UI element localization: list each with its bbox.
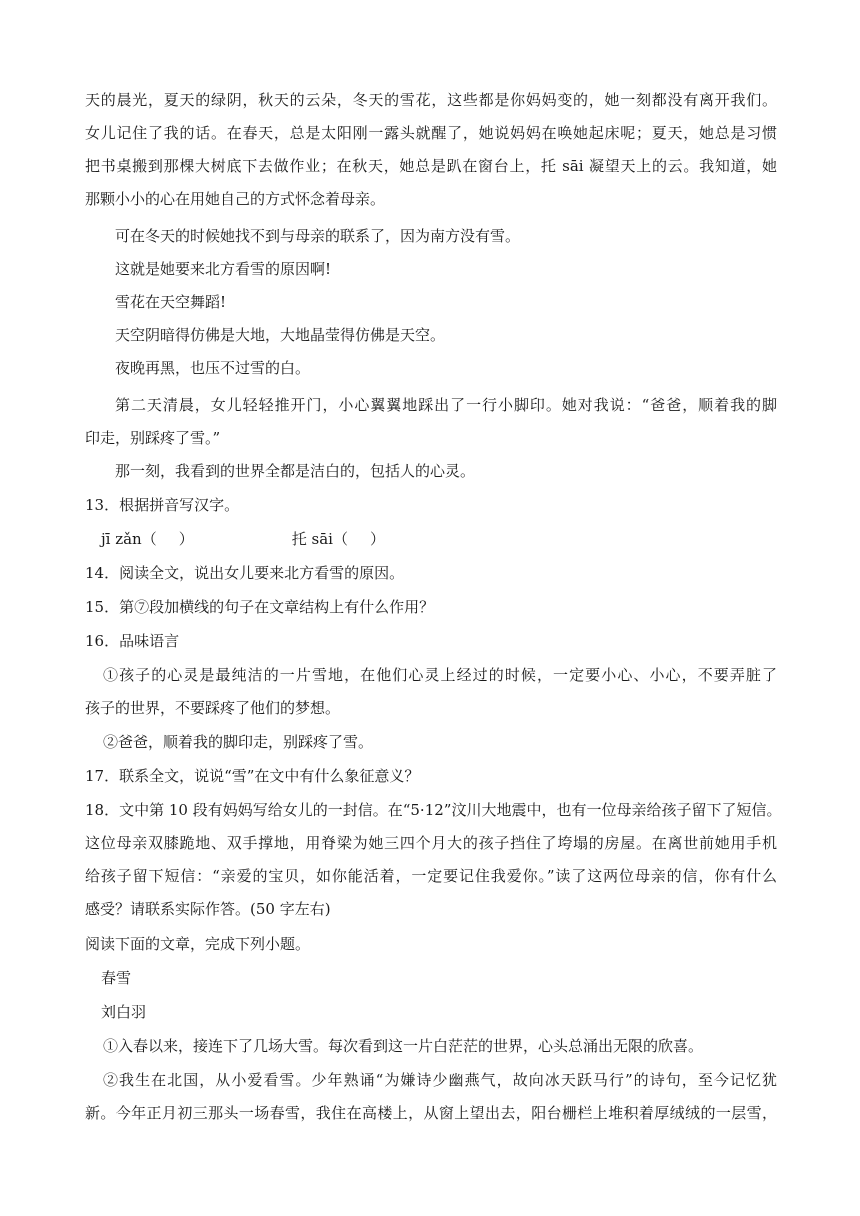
q13-item1-prefix: jī zǎn（	[101, 530, 157, 548]
question-14: 14．阅读全文，说出女儿要来北方看雪的原因。	[85, 564, 405, 582]
q13-item2-suffix: ）	[369, 530, 385, 548]
question-13: 13．根据拼音写汉字。	[85, 496, 240, 514]
question-18-line-2: 这位母亲双膝跪地、双手撑地，用脊梁为她三四个月大的孩子挡住了垮塌的房屋。在离世前她用手机	[85, 834, 777, 852]
question-18-line-3: 给孩子留下短信：“亲爱的宝贝，如你能活着，一定要记住我爱你。”读了这两位母亲的信，你有什么	[85, 867, 777, 885]
passage2-author: 刘白羽	[101, 1003, 147, 1021]
passage1-line-3: 把书桌搬到那棵大树底下去做作业；在秋天，她总是趴在窗台上，托 sāi 凝望天上的云。我知道，她	[85, 157, 777, 175]
question-18-line-1: 18．文中第 10 段有妈妈写给女儿的一封信。在“5·12”汶川大地震中，也有一位母亲给孩子留下了短信。	[85, 801, 782, 819]
question-17: 17．联系全文，说说“雪”在文中有什么象征意义？	[85, 767, 420, 785]
question-16-item-2: ②爸爸，顺着我的脚印走，别踩疼了雪。	[103, 733, 374, 751]
passage2-paragraph-1: ①入春以来，接连下了几场大雪。每次看到这一片白茫茫的世界，心头总涌出无限的欣喜。	[103, 1037, 704, 1055]
passage1-paragraph: 那一刻，我看到的世界全都是洁白的，包括人的心灵。	[115, 462, 476, 480]
question-16: 16．品味语言	[85, 632, 180, 650]
passage1-line-1: 天的晨光，夏天的绿阴，秋天的云朵，冬天的雪花，这些都是你妈妈变的，她一刻都没有离开我们。	[85, 91, 777, 109]
passage1-paragraph: 雪花在天空舞蹈!	[115, 293, 227, 311]
passage1-line-2: 女儿记住了我的话。在春天，总是太阳刚一露头就醒了，她说妈妈在唤她起床呢；夏天，她总是习惯	[85, 124, 777, 142]
question-18-line-4: 感受？请联系实际作答。(50 字左右)	[85, 900, 331, 918]
passage1-line-4: 那颗小小的心在用她自己的方式怀念着母亲。	[85, 190, 386, 208]
passage2-instruction: 阅读下面的文章，完成下列小题。	[85, 935, 311, 953]
question-15: 15．第⑦段加横线的句子在文章结构上有什么作用？	[85, 598, 435, 616]
passage1-paragraph-cont: 印走，别踩疼了雪。”	[85, 429, 221, 447]
q13-item1-suffix: ）	[178, 530, 194, 548]
passage2-paragraph-2: ②我生在北国，从小爱看雪。少年熟诵“为嫌诗少幽燕气，故向冰天跃马行”的诗句，至今记忆犹	[103, 1071, 777, 1089]
passage1-paragraph: 第二天清晨，女儿轻轻推开门，小心翼翼地踩出了一行小脚印。她对我说：“爸爸，顺着我的脚	[115, 396, 777, 414]
question-16-item-1: ①孩子的心灵是最纯洁的一片雪地，在他们心灵上经过的时候，一定要小心、小心，不要弄脏了	[103, 666, 777, 684]
passage1-paragraph: 这就是她要来北方看雪的原因啊!	[115, 260, 332, 278]
passage2-paragraph-2-cont: 新。今年正月初三那头一场春雪，我住在高楼上，从窗上望出去，阳台栅栏上堆积着厚绒绒的一层雪，	[85, 1104, 777, 1122]
passage1-paragraph: 可在冬天的时候她找不到与母亲的联系了，因为南方没有雪。	[115, 227, 521, 245]
question-16-item-1-cont: 孩子的世界，不要踩疼了他们的梦想。	[85, 699, 341, 717]
passage1-paragraph: 天空阴暗得仿佛是大地，大地晶莹得仿佛是天空。	[115, 326, 446, 344]
passage1-paragraph: 夜晚再黑，也压不过雪的白。	[115, 359, 311, 377]
q13-item2-prefix: 托 sāi（	[291, 530, 348, 548]
passage2-title: 春雪	[101, 969, 132, 987]
question-13-items	[101, 528, 860, 550]
